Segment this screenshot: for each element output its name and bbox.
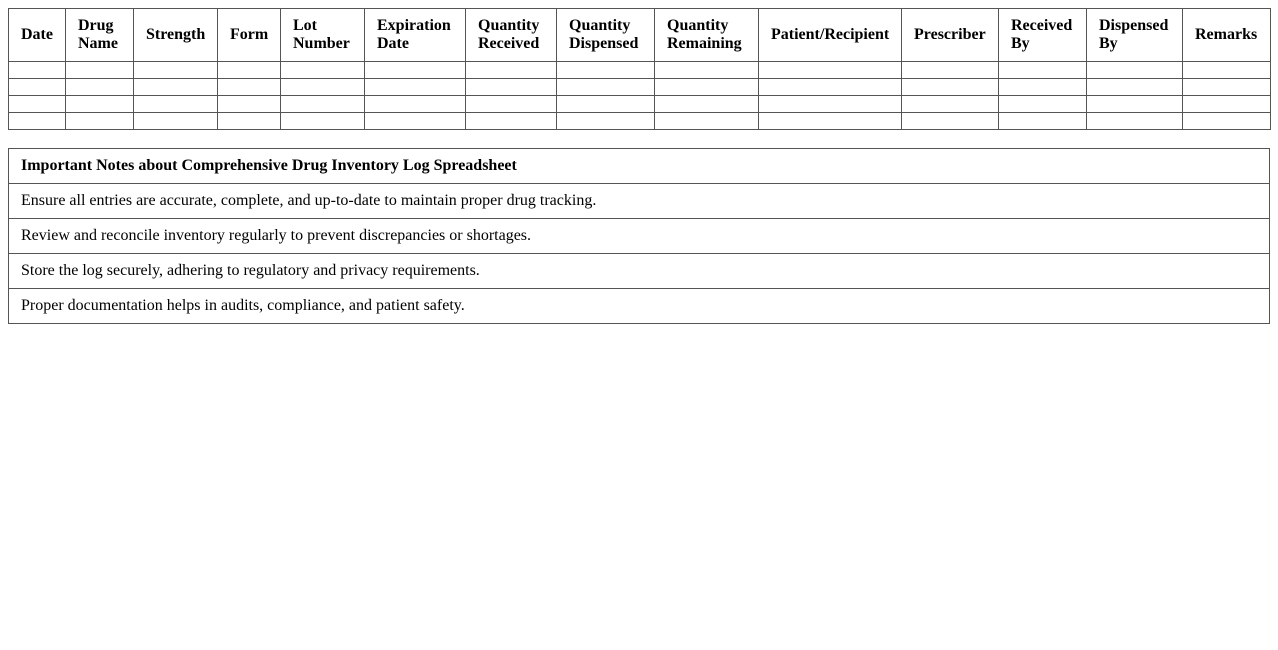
table-row — [9, 113, 1271, 130]
table-cell[interactable] — [557, 113, 655, 130]
table-cell[interactable] — [999, 79, 1087, 96]
table-cell[interactable] — [466, 96, 557, 113]
table-cell[interactable] — [9, 62, 66, 79]
table-cell[interactable] — [9, 113, 66, 130]
table-cell[interactable] — [1183, 62, 1271, 79]
table-cell[interactable] — [759, 62, 902, 79]
table-cell[interactable] — [655, 79, 759, 96]
table-cell[interactable] — [365, 62, 466, 79]
table-cell[interactable] — [999, 113, 1087, 130]
table-cell[interactable] — [218, 96, 281, 113]
column-header-strength: Strength — [134, 9, 218, 62]
table-cell[interactable] — [1087, 79, 1183, 96]
table-cell[interactable] — [134, 79, 218, 96]
column-header-expiration-date: Expiration Date — [365, 9, 466, 62]
table-cell[interactable] — [281, 96, 365, 113]
column-header-drug-name: Drug Name — [66, 9, 134, 62]
note-row — [9, 219, 1270, 254]
table-cell[interactable] — [655, 96, 759, 113]
column-header-patient-recipient: Patient/Recipient — [759, 9, 902, 62]
table-cell[interactable] — [281, 79, 365, 96]
note-item: Review and reconcile inventory regularly to prevent discrepancies or shortages. — [9, 219, 1270, 254]
note-row — [9, 289, 1270, 324]
table-cell[interactable] — [1087, 113, 1183, 130]
table-cell[interactable] — [466, 62, 557, 79]
table-cell[interactable] — [218, 113, 281, 130]
table-cell[interactable] — [557, 79, 655, 96]
table-cell[interactable] — [1183, 113, 1271, 130]
table-row — [9, 96, 1271, 113]
table-cell[interactable] — [365, 113, 466, 130]
table-cell[interactable] — [281, 62, 365, 79]
important-notes-table — [8, 148, 1270, 324]
table-cell[interactable] — [9, 96, 66, 113]
table-cell[interactable] — [999, 96, 1087, 113]
table-cell[interactable] — [281, 113, 365, 130]
table-cell[interactable] — [466, 79, 557, 96]
note-item: Proper documentation helps in audits, compliance, and patient safety. — [9, 289, 1270, 324]
table-cell[interactable] — [902, 96, 999, 113]
table-cell[interactable] — [759, 79, 902, 96]
table-cell[interactable] — [1087, 62, 1183, 79]
table-cell[interactable] — [466, 113, 557, 130]
table-header-row — [9, 9, 1271, 62]
notes-title: Important Notes about Comprehensive Drug Inventory Log Spreadsheet — [9, 149, 1270, 184]
table-cell[interactable] — [134, 96, 218, 113]
column-header-lot-number: Lot Number — [281, 9, 365, 62]
table-row — [9, 62, 1271, 79]
column-header-quantity-dispensed: Quantity Dispensed — [557, 9, 655, 62]
note-item: Store the log securely, adhering to regulatory and privacy requirements. — [9, 254, 1270, 289]
table-cell[interactable] — [134, 62, 218, 79]
note-item: Ensure all entries are accurate, complete, and up-to-date to maintain proper drug tracking. — [9, 184, 1270, 219]
table-cell[interactable] — [902, 62, 999, 79]
column-header-received-by: Received By — [999, 9, 1087, 62]
table-cell[interactable] — [1183, 96, 1271, 113]
table-cell[interactable] — [759, 113, 902, 130]
table-cell[interactable] — [365, 79, 466, 96]
column-header-form: Form — [218, 9, 281, 62]
table-cell[interactable] — [902, 113, 999, 130]
table-cell[interactable] — [9, 79, 66, 96]
table-cell[interactable] — [1087, 96, 1183, 113]
drug-inventory-log-table — [8, 8, 1271, 130]
table-cell[interactable] — [999, 62, 1087, 79]
table-cell[interactable] — [66, 96, 134, 113]
column-header-remarks: Remarks — [1183, 9, 1271, 62]
table-cell[interactable] — [134, 113, 218, 130]
table-cell[interactable] — [759, 96, 902, 113]
note-row — [9, 254, 1270, 289]
column-header-date: Date — [9, 9, 66, 62]
table-cell[interactable] — [1183, 79, 1271, 96]
table-cell[interactable] — [66, 79, 134, 96]
column-header-quantity-received: Quantity Received — [466, 9, 557, 62]
column-header-dispensed-by: Dispensed By — [1087, 9, 1183, 62]
column-header-prescriber: Prescriber — [902, 9, 999, 62]
note-row — [9, 184, 1270, 219]
table-cell[interactable] — [655, 62, 759, 79]
table-cell[interactable] — [902, 79, 999, 96]
table-cell[interactable] — [66, 113, 134, 130]
table-cell[interactable] — [218, 62, 281, 79]
table-cell[interactable] — [365, 96, 466, 113]
table-row — [9, 79, 1271, 96]
table-cell[interactable] — [66, 62, 134, 79]
column-header-quantity-remaining: Quantity Remaining — [655, 9, 759, 62]
table-cell[interactable] — [218, 79, 281, 96]
table-cell[interactable] — [557, 96, 655, 113]
notes-title-row — [9, 149, 1270, 184]
table-cell[interactable] — [557, 62, 655, 79]
table-cell[interactable] — [655, 113, 759, 130]
